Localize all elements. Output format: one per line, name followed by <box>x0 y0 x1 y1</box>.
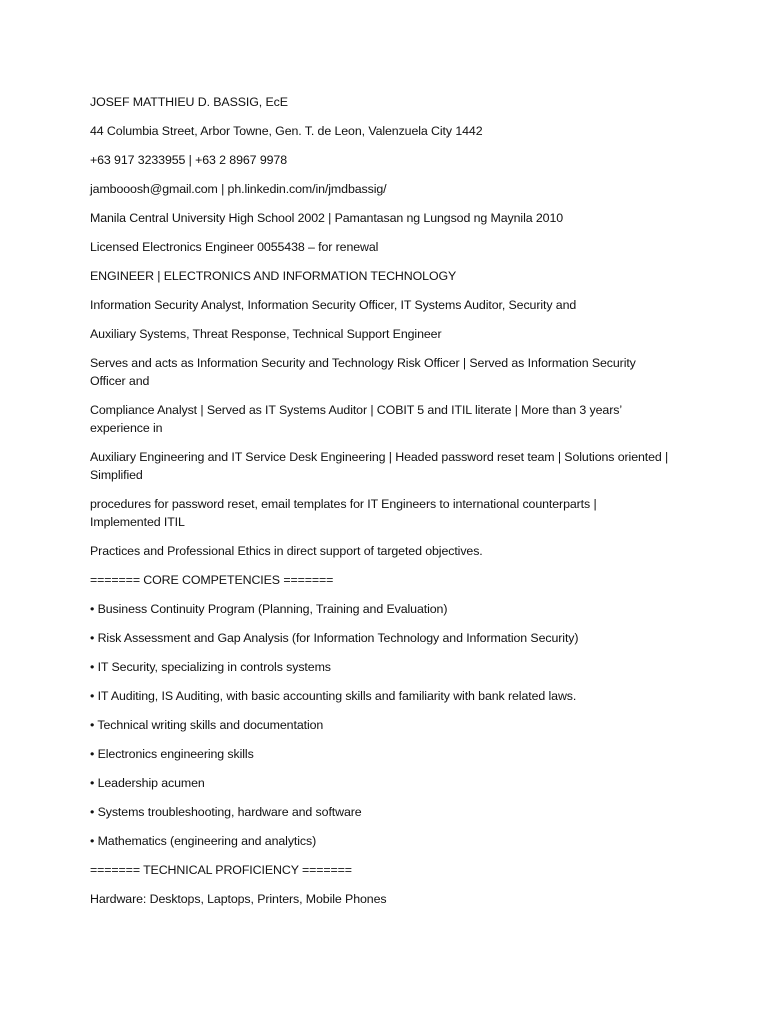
education-line: Manila Central University High School 2002 | Pamantasan ng Lungsod ng Maynila 2010 <box>90 211 564 225</box>
headline: ENGINEER | ELECTRONICS AND INFORMATION TECHNOLOGY <box>90 269 457 283</box>
competency-item: • Electronics engineering skills <box>90 747 254 761</box>
summary-paragraph-2: Compliance Analyst | Served as IT Systems Auditor | COBIT 5 and ITIL literate | More than 3 years’ experience in <box>90 403 622 435</box>
competency-item: • IT Security, specializing in controls systems <box>90 660 331 674</box>
resume-body <box>90 93 670 919</box>
summary-paragraph-5: Practices and Professional Ethics in direct support of targeted objectives. <box>90 544 483 558</box>
competency-item: • Technical writing skills and documentation <box>90 718 324 732</box>
section-heading-technical-proficiency: ======= TECHNICAL PROFICIENCY ======= <box>90 863 352 877</box>
competency-item: • Systems troubleshooting, hardware and software <box>90 805 362 819</box>
competency-item: • Leadership acumen <box>90 776 205 790</box>
summary-paragraph-3: Auxiliary Engineering and IT Service Desk Engineering | Headed password reset team | Solutions oriented | Simplified <box>90 450 669 482</box>
section-heading-core-competencies: ======= CORE COMPETENCIES ======= <box>90 573 334 587</box>
summary-paragraph-4: procedures for password reset, email templates for IT Engineers to international counterparts | Implemented ITIL <box>90 497 597 529</box>
competency-item: • Business Continuity Program (Planning, Training and Evaluation) <box>90 602 448 616</box>
address-line: 44 Columbia Street, Arbor Towne, Gen. T. de Leon, Valenzuela City 1442 <box>90 124 483 138</box>
roles-line-2: Auxiliary Systems, Threat Response, Technical Support Engineer <box>90 327 442 341</box>
hardware-line: Hardware: Desktops, Laptops, Printers, Mobile Phones <box>90 892 387 906</box>
summary-paragraph-1: Serves and acts as Information Security and Technology Risk Officer | Served as Information Security Officer and <box>90 356 636 388</box>
contact-links-line: jambooosh@gmail.com | ph.linkedin.com/in/jmdbassig/ <box>90 182 387 196</box>
resume-name: JOSEF MATTHIEU D. BASSIG, EcE <box>90 95 288 109</box>
competency-item: • Risk Assessment and Gap Analysis (for Information Technology and Information Security) <box>90 631 579 645</box>
roles-line-1: Information Security Analyst, Information Security Officer, IT Systems Auditor, Security and <box>90 298 577 312</box>
license-line: Licensed Electronics Engineer 0055438 – for renewal <box>90 240 379 254</box>
competency-item: • IT Auditing, IS Auditing, with basic accounting skills and familiarity with bank related laws. <box>90 689 577 703</box>
competency-item: • Mathematics (engineering and analytics) <box>90 834 317 848</box>
phone-line: +63 917 3233955 | +63 2 8967 9978 <box>90 153 287 167</box>
